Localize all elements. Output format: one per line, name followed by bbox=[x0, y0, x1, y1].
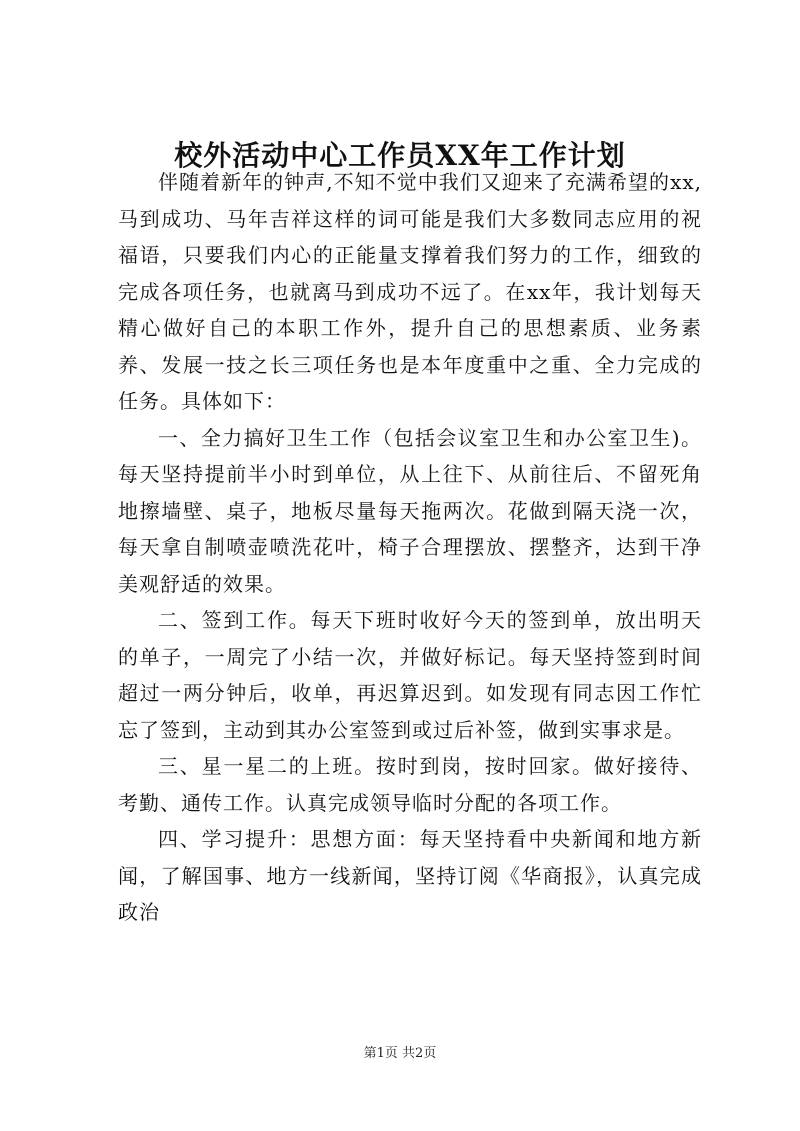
paragraph-intro: 伴随着新年的钟声,不知不觉中我们又迎来了充满希望的xx,马到成功、马年吉祥这样的词可能是我们大多数同志应用的祝福语，只要我们内心的正能量支撑着我们努力的工作，细致的完成各项任务，也就离马到成功不远了。在xx年，我计划每天精心做好自己的本职工作外，提升自己的思想素质、业务素养、发展一技之长三项任务也是本年度重中之重、全力完成的任务。具体如下： bbox=[118, 170, 702, 413]
page-footer: 第1页 共2页 bbox=[363, 1046, 437, 1061]
paragraph-item-1: 一、全力搞好卫生工作（包括会议室卫生和办公室卫生)。每天坚持提前半小时到单位，从上往下、从前往后、不留死角地擦墙壁、桌子，地板尽量每天拖两次。花做到隔天浇一次，每天拿自制喷壶喷洗花叶，椅子合理摆放、摆整齐，达到干净美观舒适的效果。 bbox=[118, 425, 702, 596]
paragraph-item-4: 四、学习提升：思想方面：每天坚持看中央新闻和地方新闻，了解国事、地方一线新闻，坚持订阅《华商报》，认真完成政治 bbox=[118, 827, 702, 924]
paragraph-item-3: 三、星一星二的上班。按时到岗，按时回家。做好接待、考勤、通传工作。认真完成领导临时分配的各项工作。 bbox=[118, 754, 702, 815]
document-body bbox=[118, 164, 702, 931]
document-title: 校外活动中心工作员XX年工作计划 bbox=[174, 139, 626, 172]
paragraph-item-2: 二、签到工作。每天下班时收好今天的签到单，放出明天的单子，一周完了小结一次，并做好标记。每天坚持签到时间超过一两分钟后，收单，再迟算迟到。如发现有同志因工作忙忘了签到，主动到其办公室签到或过后补签，做到实事求是。 bbox=[118, 608, 702, 742]
